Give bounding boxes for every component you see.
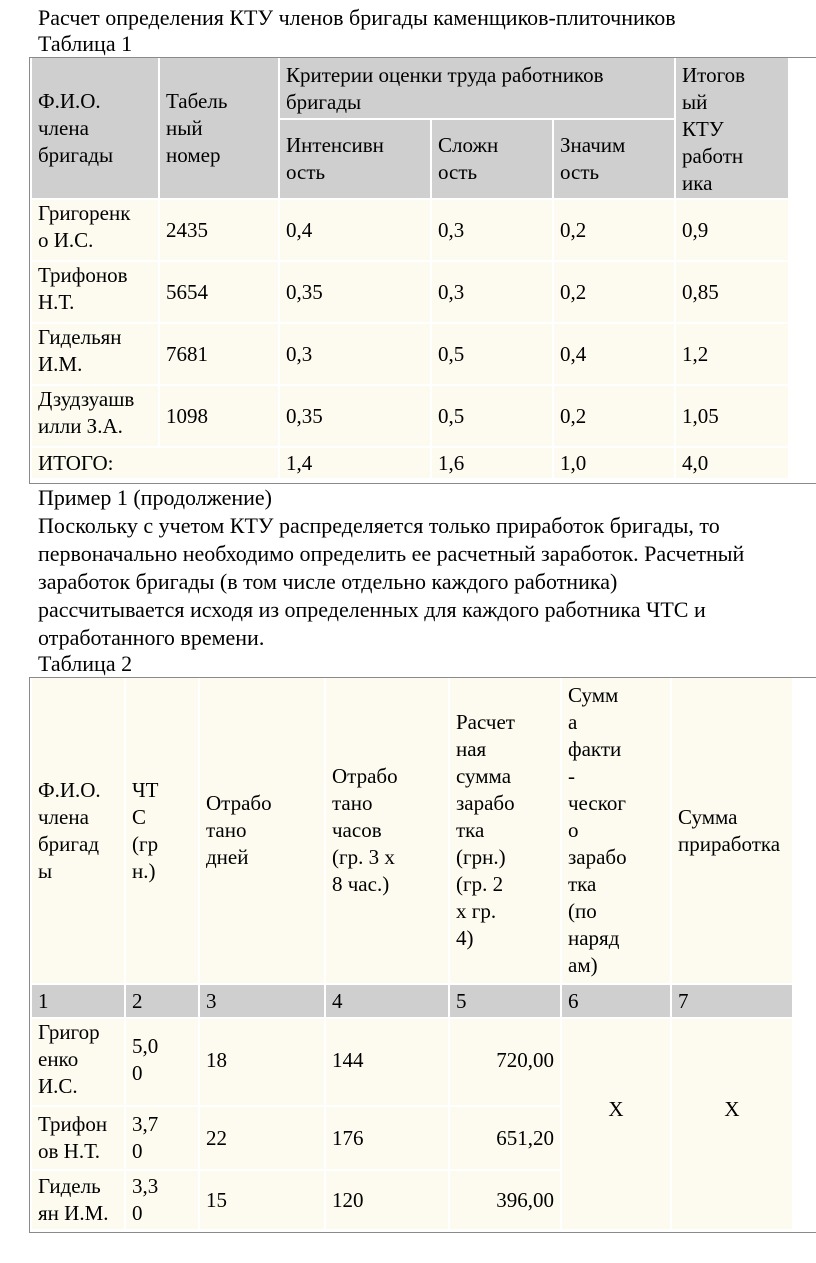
table-row: Гидель ян И.М. 3,3 0 15 120 396,00: [32, 1171, 792, 1229]
table1: [30, 56, 790, 480]
example-heading: Пример 1 (продолжение): [38, 485, 273, 510]
t1-header-tab: Табель ный номер: [160, 58, 278, 198]
t2-merged-col6: Х: [562, 1019, 670, 1229]
t1-header-criteria: Критерии оценки труда работников бригады: [280, 58, 674, 118]
table-row: Трифонов Н.Т. 5654 0,35 0,3 0,2 0,85: [32, 262, 788, 322]
t1-header-slozh: Сложн ость: [432, 120, 552, 198]
table-row: Григор енко И.С. 5,0 0 18 144 720,00 Х Х: [32, 1019, 792, 1105]
t1-header-fio: Ф.И.О. члена бригады: [32, 58, 158, 198]
table2-caption: Таблица 2: [38, 651, 133, 676]
t2-merged-col7: Х: [672, 1019, 792, 1229]
t2-header-c4: Отрабо тано часов (гр. 3 х 8 час.): [326, 678, 448, 983]
table2: [30, 676, 794, 1231]
t2-header-c1: Ф.И.О. члена бригад ы: [32, 678, 124, 983]
t1-header-znach: Значим ость: [554, 120, 674, 198]
t2-header-c6: Сумм а факти - ческог о зарабо тка (по наряд ам): [562, 678, 670, 983]
table-row: Гидельян И.М. 7681 0,3 0,5 0,4 1,2: [32, 324, 788, 384]
t2-header-c7: Сумма приработка: [672, 678, 792, 983]
paragraph: Поскольку с учетом КТУ распределяется только приработок бригады, то первоначально необходимо определить ее расчетный заработок. Расчетный заработок бригады (в том числе отдельно каждого работника) рассчитывается исходя из определенных для каждого работника ЧТС и отработанного времени.: [38, 513, 745, 650]
t2-header-c2: ЧТ С (гр н.): [126, 678, 198, 983]
t1-header-itog: Итогов ый КТУ работн ика: [676, 58, 788, 198]
document-title: Расчет определения КТУ членов бригады каменщиков-плиточников: [38, 5, 676, 30]
table-row: Григоренк о И.С. 2435 0,4 0,3 0,2 0,9: [32, 200, 788, 260]
table-row: Трифон ов Н.Т. 3,7 0 22 176 651,20: [32, 1107, 792, 1169]
table-row: Дзудзуашв илли З.А. 1098 0,35 0,5 0,2 1,05: [32, 386, 788, 446]
t1-header-intens: Интенсивн ость: [280, 120, 430, 198]
t2-header-c3: Отрабо тано дней: [200, 678, 324, 983]
t2-header-c5: Расчет ная сумма зарабо тка (грн.) (гр. 2 х гр. 4): [450, 678, 560, 983]
table1-caption: Таблица 1: [38, 31, 133, 56]
t2-number-row: 1 2 3 4 5 6 7: [32, 985, 792, 1017]
table-total-row: ИТОГО: 1,4 1,6 1,0 4,0: [32, 448, 788, 478]
